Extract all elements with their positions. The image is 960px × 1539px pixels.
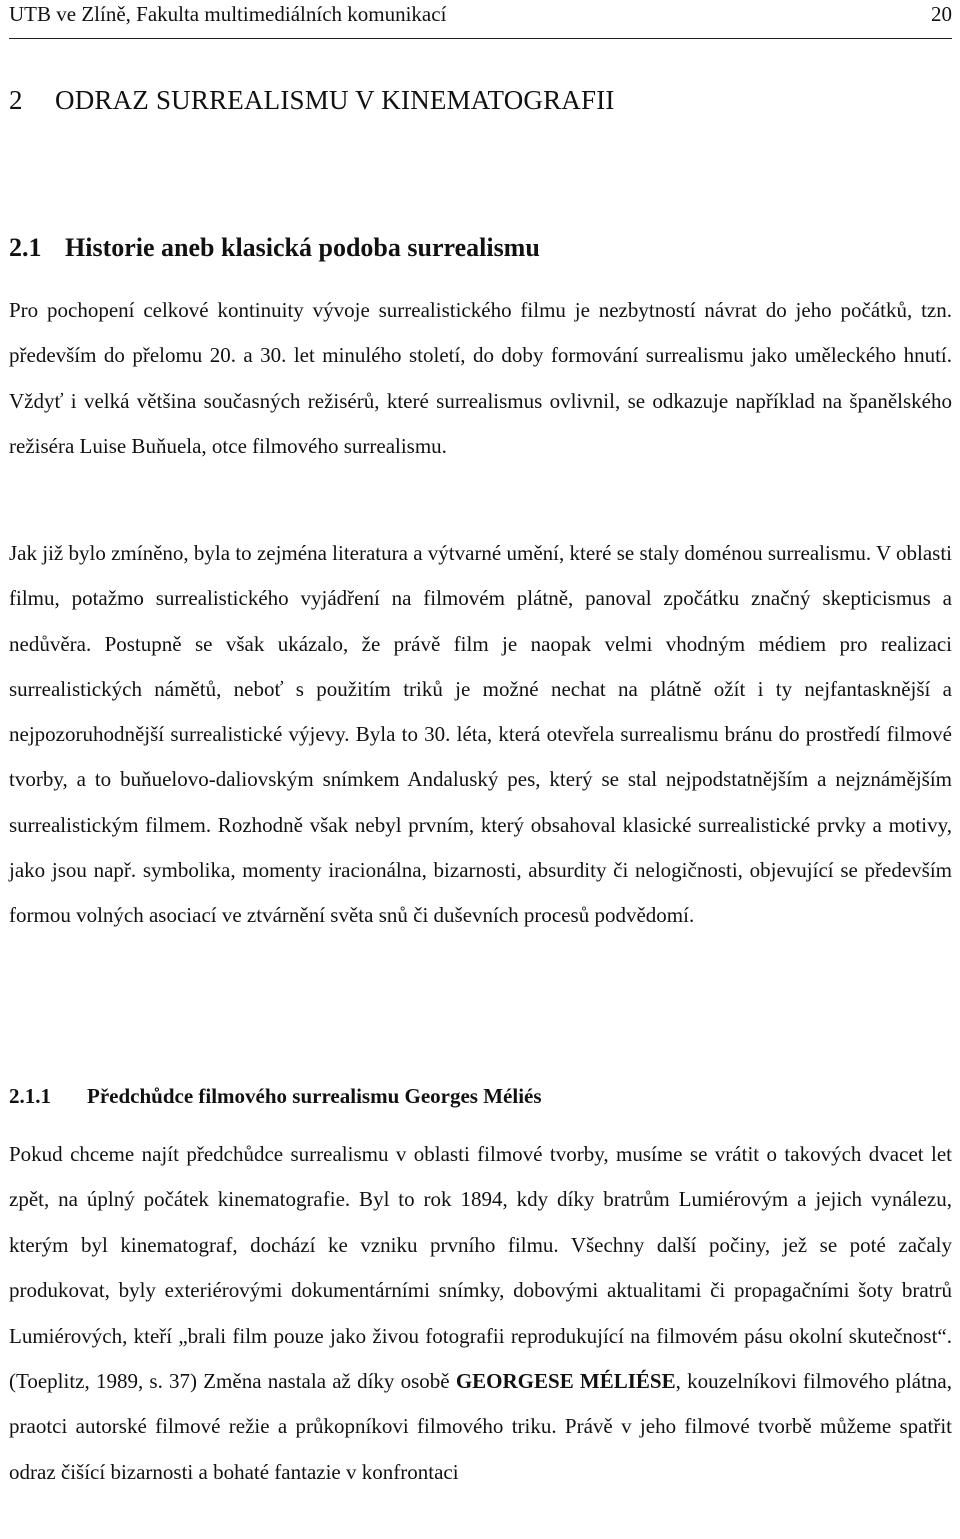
paragraph-3-text-after: , kouzelníkovi filmového plátna, praotci autorské filmové režie a průkopníkovi filmového triku. Právě v jeho filmové tvorbě můžeme spatřit odraz čišící bizarnosti a bohaté fantazie v konfrontaci xyxy=(9,1369,952,1484)
paragraph-1: Pro pochopení celkové kontinuity vývoje surrealistického filmu je nezbytností návrat do jeho počátků, tzn. především do přelomu 20. a 30. let minulého století, do doby formování surrealismu jako uměleckého hnutí. Vždyť i velká většina současných režisérů, které surrealismus ovlivnil, se odkazuje například na španělského režiséra Luise Buňuela, otce filmového surrealismu. xyxy=(9,298,952,458)
subsection-heading xyxy=(9,1082,542,1110)
chapter-title: ODRAZ SURREALISMU V KINEMATOGRAFII xyxy=(55,85,615,115)
chapter-heading xyxy=(9,84,615,116)
section-number: 2.1 xyxy=(9,233,42,262)
page-header xyxy=(9,0,952,39)
subsection-number: 2.1.1 xyxy=(9,1084,51,1108)
section-heading xyxy=(9,232,540,264)
subsection-title: Předchůdce filmového surrealismu Georges Méliés xyxy=(87,1084,542,1108)
paragraph-2: Jak již bylo zmíněno, byla to zejména literatura a výtvarné umění, které se staly doménou surrealismu. V oblasti filmu, potažmo surrealistického vyjádření na filmovém plátně, panoval zpočátku značný skepticismus a nedůvěra. Postupně se však ukázalo, že právě film je naopak velmi vhodným médiem pro realizaci surrealistických námětů, neboť s použitím triků je možné nechat na plátně ožít i ty nejfantasknější a nejpozoruhodnější surrealistické výjevy. Byla to 30. léta, která otevřela surrealismu bránu do prostředí filmové tvorby, a to buňuelovo-daliovským snímkem Andaluský pes, který se stal nejpodstatnějším a nejznámějším surrealistickým filmem. Rozhodně však nebyl prvním, který obsahoval klasické surrealistické prvky a motivy, jako jsou např. symbolika, momenty iracionálna, bizarnosti, absurdity či nelogičnosti, objevující se především formou volných asociací ve ztvárnění světa snů či duševních procesů podvědomí. xyxy=(9,541,952,928)
chapter-number: 2 xyxy=(9,85,23,115)
paragraph-3 xyxy=(9,1132,952,1495)
person-name-bold: GEORGESE MÉLIÉSE xyxy=(455,1369,676,1394)
section-title: Historie aneb klasická podoba surrealismu xyxy=(65,233,540,262)
page-number: 20 xyxy=(931,2,952,26)
paragraph-3-text-before: Pokud chceme najít předchůdce surrealismu v oblasti filmové tvorby, musíme se vrátit o takových dvacet let zpět, na úplný počátek kinematografie. Byl to rok 1894, kdy díky bratrům Lumiérovým a jejich vynálezu, kterým byl kinematograf, dochází ke vzniku prvního filmu. Všechny další počiny, jež se poté začaly produkovat, byly exteriérovými dokumentárními snímky, dobovými aktualitami či propagačními šoty bratrů Lumiérových, kteří „brali film pouze jako živou fotografii reprodukující na filmovém pásu okolní skutečnost“. (Toeplitz, 1989, s. 37) Změna nastala až díky osobě xyxy=(9,1142,952,1394)
header-title: UTB ve Zlíně, Fakulta multimediálních komunikací xyxy=(9,2,447,26)
